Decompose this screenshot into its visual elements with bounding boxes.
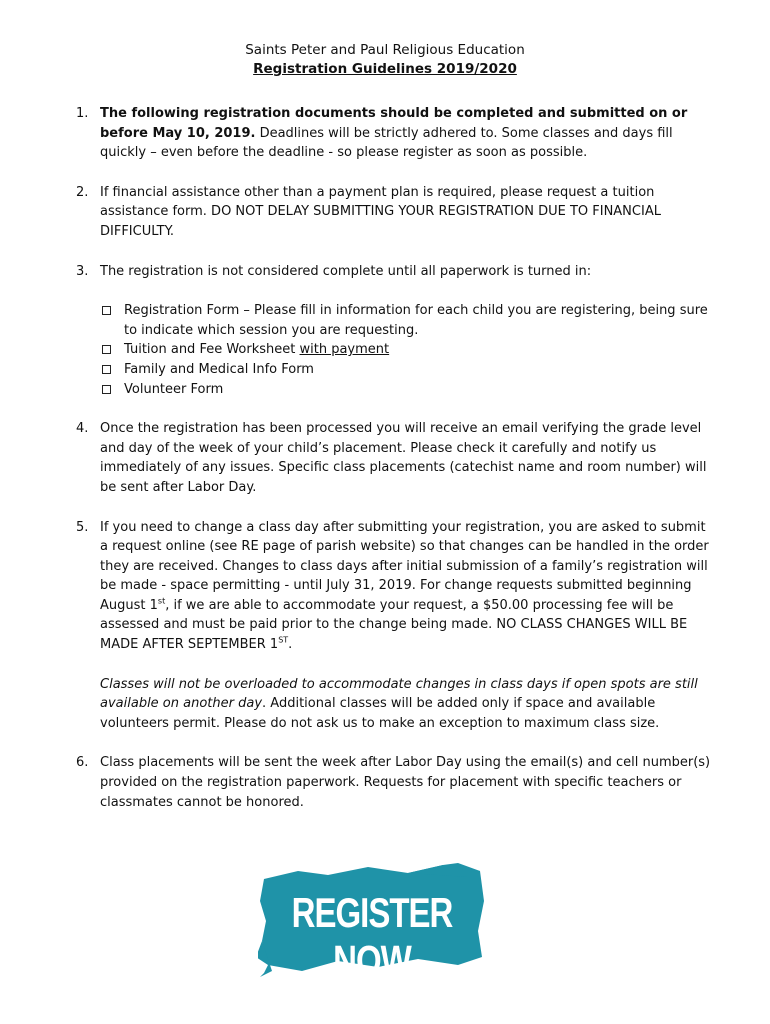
register-now-text: REGISTER NOW xyxy=(291,889,453,984)
item-number: 4. xyxy=(76,421,89,437)
checkbox-icon xyxy=(102,365,111,374)
item-2-text: If financial assistance other than a payment plan is required, please request a tuition assistance form. DO NOT DELAY SUBMITTING YOUR REGISTRATION DUE TO FINANCIAL DIFFICULTY. xyxy=(100,184,661,239)
guideline-item-2 xyxy=(76,183,716,242)
superscript: st xyxy=(157,596,166,606)
item-5-text: If you need to change a class day after submitting your registration, you are asked to submit a request online (see RE page of parish website) so that changes can be handled in the order they are received. Changes to class days after initial submission of a family’s registration will be made - space permitting - until July 31, 2019. For change requests submitted beginning August 1 xyxy=(100,519,709,613)
item-3-lead-text: The registration is not considered complete until all paperwork is turned in: xyxy=(100,263,592,279)
item-number: 1. xyxy=(76,106,89,121)
guideline-item-1 xyxy=(76,104,716,163)
checkbox-icon xyxy=(102,385,111,394)
item-number: 2. xyxy=(76,184,89,200)
checklist-item-label: Registration Form – Please fill in information for each child you are registering, being sure to indicate which session you are requesting. xyxy=(124,303,708,338)
item-1-bold-text: The following registration documents should be completed and submitted on or before May 10, 2019. xyxy=(100,106,688,141)
item-4-text: Once the registration has been processed you will receive an email verifying the grade level and day of the week of your child’s placement. Please check it carefully and notify us immediately of any issues. Specific class placements (catechist name and room number) will be sent after Labor Day. xyxy=(100,421,707,495)
paperwork-checklist xyxy=(100,301,716,399)
checklist-item-label: Tuition and Fee Worksheet xyxy=(124,342,300,358)
checkbox-icon xyxy=(102,345,111,354)
document-header xyxy=(0,41,770,79)
superscript: ST xyxy=(278,635,289,645)
checklist-item xyxy=(100,301,716,340)
guideline-item-6 xyxy=(76,753,716,812)
guideline-item-3 xyxy=(76,262,716,400)
organization-name: Saints Peter and Paul Religious Education xyxy=(245,42,525,58)
checklist-item-underlined: with payment xyxy=(299,342,390,358)
document-title: Registration Guidelines 2019/2020 xyxy=(253,61,517,77)
guideline-item-4 xyxy=(76,419,716,497)
guidelines-list xyxy=(76,104,716,812)
item-number: 5. xyxy=(76,519,89,535)
item-1-text: Deadlines will be strictly adhered to. Some classes and days fill quickly – even before the deadline - so please register as soon as possible. xyxy=(100,125,673,161)
checklist-item-label: Family and Medical Info Form xyxy=(124,361,314,377)
checklist-item xyxy=(100,380,716,400)
class-size-note xyxy=(76,675,716,734)
guideline-item-5 xyxy=(76,518,716,655)
item-6-text: Class placements will be sent the week after Labor Day using the email(s) and cell number(s) provided on the registration paperwork. Requests for placement with specific teachers or classmates cannot be honored. xyxy=(100,755,711,810)
checklist-item xyxy=(100,360,716,380)
checklist-item-label: Volunteer Form xyxy=(124,381,224,397)
item-number: 3. xyxy=(76,263,89,279)
register-now-banner xyxy=(258,861,486,984)
item-number: 6. xyxy=(76,755,89,771)
item-5-text: . xyxy=(288,637,293,653)
item-5-text: , if we are able to accommodate your request, a $50.00 processing fee will be assessed and must be paid prior to the change being made. NO CLASS CHANGES WILL BE MADE AFTER SEPTEMBER 1 xyxy=(100,597,688,653)
note-italic-text: Classes will not be overloaded to accommodate changes in class days if open spots are still available on another day xyxy=(100,676,698,712)
checklist-item xyxy=(100,340,716,360)
checkbox-icon xyxy=(102,306,111,315)
note-text: . Additional classes will be added only if space and available volunteers permit. Please do not ask us to make an exception to maximum class size. xyxy=(100,696,660,731)
